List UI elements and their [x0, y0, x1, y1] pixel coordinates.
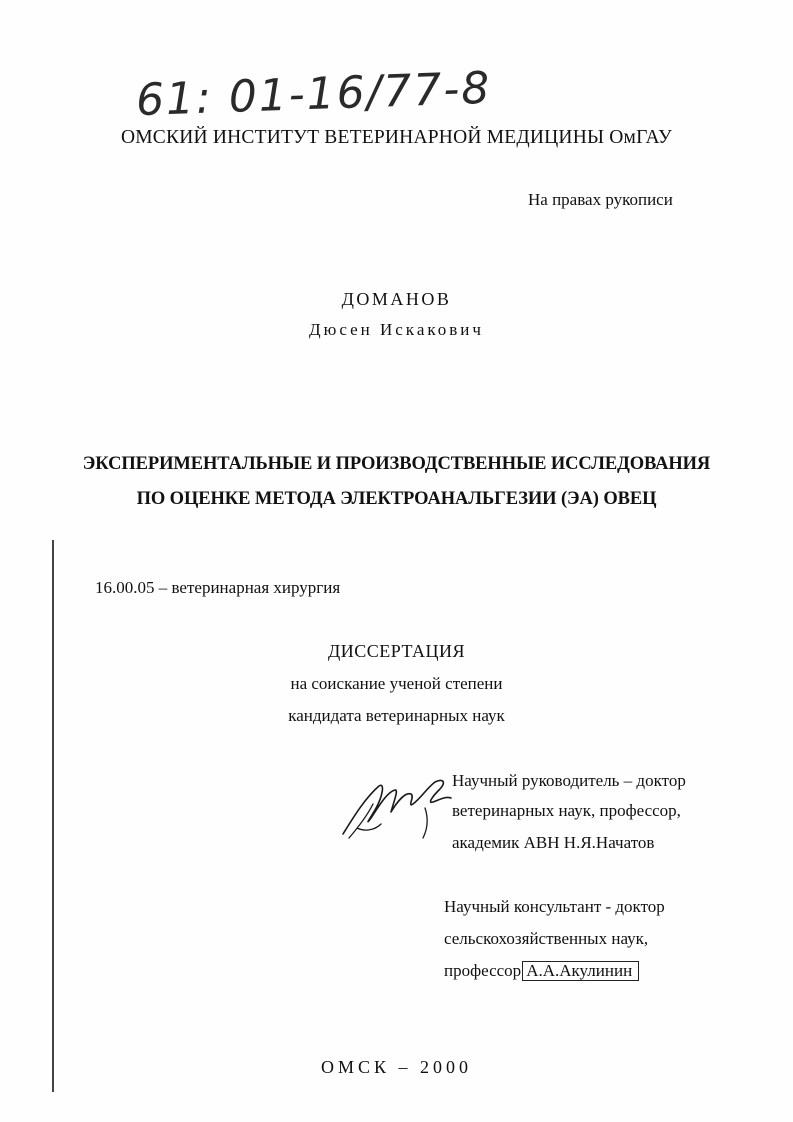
supervisor-line-3: академик АВН Н.Я.Начатов: [452, 833, 655, 852]
scan-margin-line: [52, 540, 54, 1092]
document-type: ДИССЕРТАЦИЯ: [327, 641, 466, 661]
title-line-2: ПО ОЦЕНКЕ МЕТОДА ЭЛЕКТРОАНАЛЬГЕЗИИ (ЭА) ОВЕЦ: [136, 489, 657, 509]
supervisor-line-2: ветеринарных наук, профессор,: [452, 801, 681, 820]
rights-note: На правах рукописи: [528, 190, 673, 209]
specialty-code: 16.00.05 – ветеринарная хирургия: [95, 578, 341, 597]
archive-code-text: 61: 01-16/77-8: [135, 62, 493, 127]
institute-name: ОМСКИЙ ИНСТИТУТ ВЕТЕРИНАРНОЙ МЕДИЦИНЫ ОмГАУ: [120, 127, 673, 148]
consultant-line-3: [444, 961, 639, 981]
degree-line-2: кандидата ветеринарных наук: [288, 706, 505, 725]
dissertation-title: [0, 447, 793, 517]
city-year: ОМСК – 2000: [320, 1057, 472, 1077]
consultant-line-2: сельскохозяйственных наук,: [444, 929, 649, 948]
signature-icon: [335, 768, 455, 843]
supervisor-line-1: Научный руководитель – доктор: [452, 771, 686, 790]
consultant-line-1: Научный консультант - доктор: [444, 897, 665, 916]
author-first-name: Дюсен Искакович: [309, 320, 484, 339]
consultant-name-box: А.А.Акулинин: [522, 961, 639, 981]
title-line-1: ЭКСПЕРИМЕНТАЛЬНЫЕ И ПРОИЗВОДСТВЕННЫЕ ИССЛЕДОВАНИЯ: [82, 454, 711, 474]
handwritten-archive-code: [130, 60, 550, 130]
consultant-title: профессор: [444, 961, 522, 980]
author-surname: ДОМАНОВ: [341, 289, 452, 309]
degree-line-1: на соискание ученой степени: [290, 674, 503, 693]
